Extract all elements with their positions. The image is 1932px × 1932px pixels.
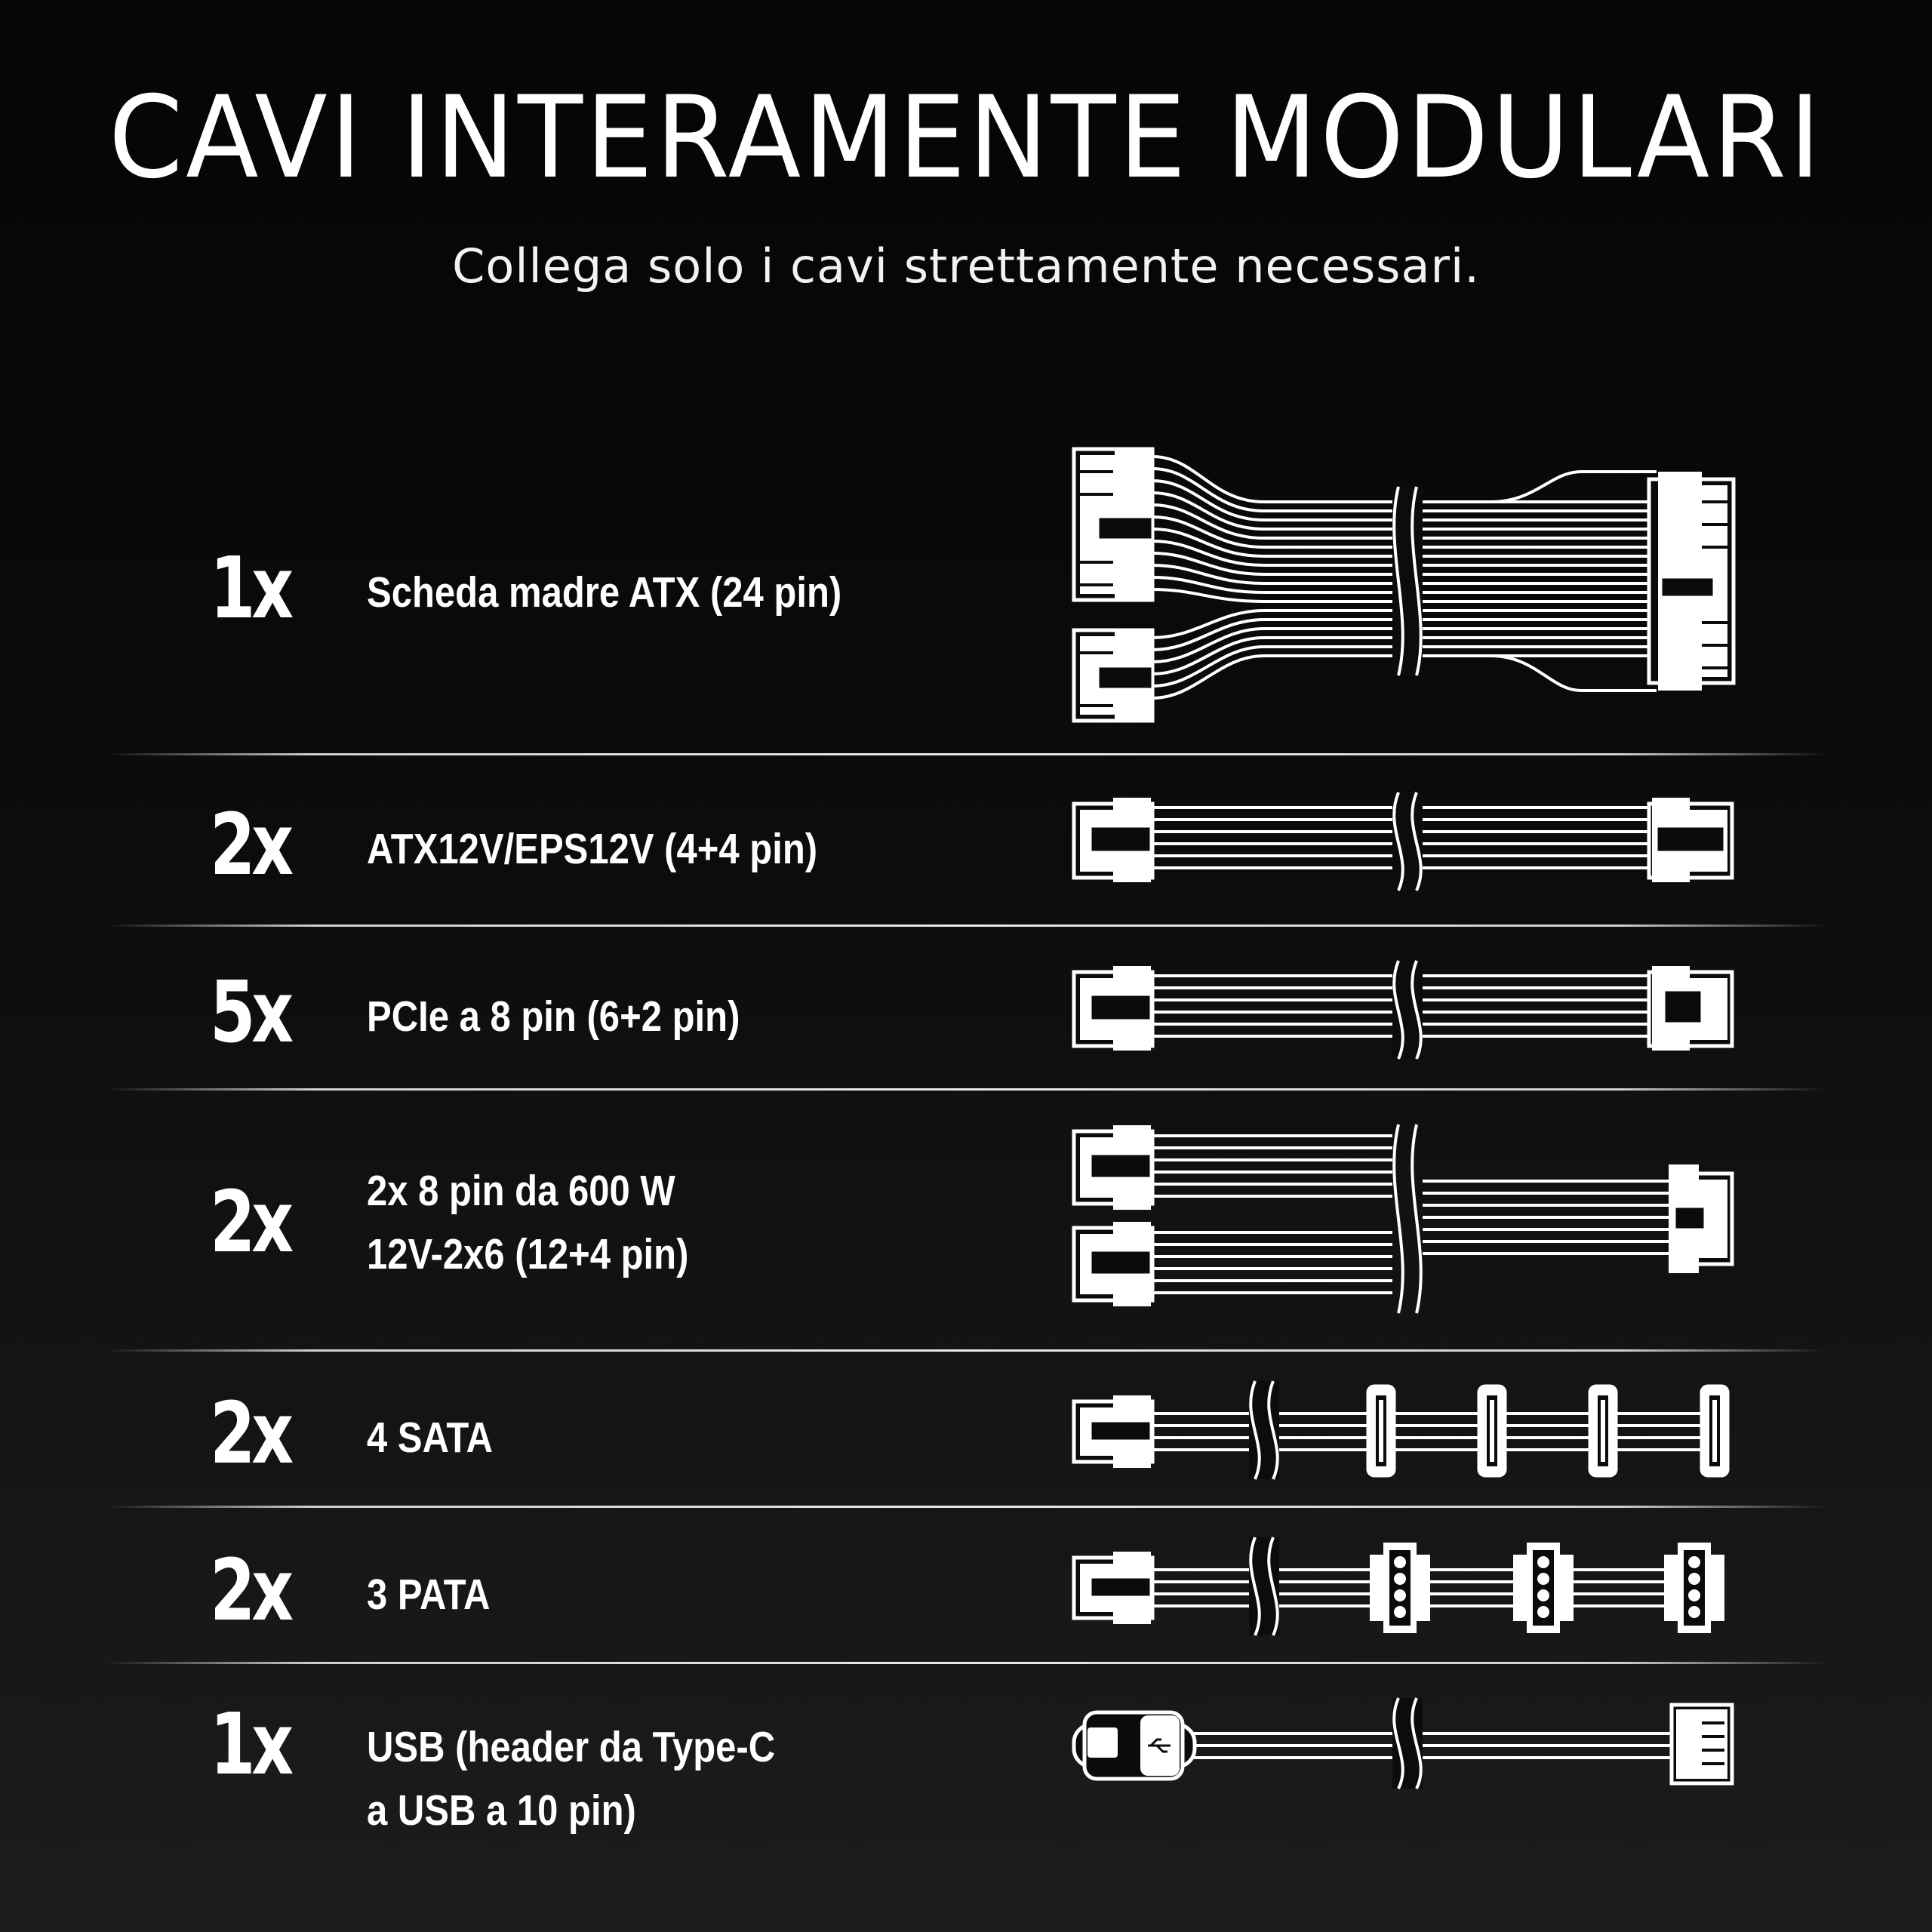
row-divider	[106, 1506, 1826, 1508]
eps-cable-icon	[1068, 789, 1736, 894]
atx-24pin-cable-icon	[1068, 441, 1736, 728]
row-divider	[106, 753, 1826, 755]
row-quantity: 2x	[210, 1542, 290, 1640]
row-quantity: 5x	[210, 964, 290, 1062]
pata-cable-icon	[1068, 1534, 1736, 1639]
page-subtitle: Collega solo i cavi strettamente necessari.	[452, 238, 1480, 294]
row-quantity: 2x	[210, 1385, 290, 1483]
row-label-line: a USB a 10 pin)	[367, 1786, 636, 1835]
usb-cable-icon	[1068, 1694, 1736, 1792]
page-title: CAVI INTERAMENTE MODULARI	[108, 72, 1824, 204]
row-label	[367, 1563, 925, 1626]
sata-cable-icon	[1068, 1377, 1736, 1483]
row-label-line: 4 SATA	[367, 1414, 494, 1462]
row-label	[367, 561, 925, 624]
row-quantity: 1x	[210, 540, 290, 638]
pcie-cable-icon	[1068, 957, 1736, 1063]
row-divider	[106, 1088, 1826, 1091]
row-label-line: Scheda madre ATX (24 pin)	[367, 568, 842, 617]
row-divider	[106, 1349, 1826, 1352]
row-divider	[106, 924, 1826, 927]
row-divider	[106, 1662, 1826, 1664]
row-label	[367, 1715, 925, 1842]
row-label	[367, 1406, 925, 1469]
row-label-line: USB (header da Type-C	[367, 1723, 776, 1771]
row-quantity: 2x	[210, 1174, 290, 1272]
row-label-line: 3 PATA	[367, 1571, 491, 1619]
row-quantity: 1x	[210, 1696, 290, 1794]
row-label	[367, 1159, 925, 1286]
row-label-line: 12V-2x6 (12+4 pin)	[367, 1230, 689, 1278]
row-label-line: PCIe a 8 pin (6+2 pin)	[367, 992, 740, 1041]
row-label	[367, 817, 925, 881]
12v-2x6-cable-icon	[1068, 1121, 1736, 1317]
row-label-line: ATX12V/EPS12V (4+4 pin)	[367, 825, 818, 873]
row-label-line: 2x 8 pin da 600 W	[367, 1167, 675, 1215]
row-label	[367, 985, 925, 1048]
row-quantity: 2x	[210, 796, 290, 894]
